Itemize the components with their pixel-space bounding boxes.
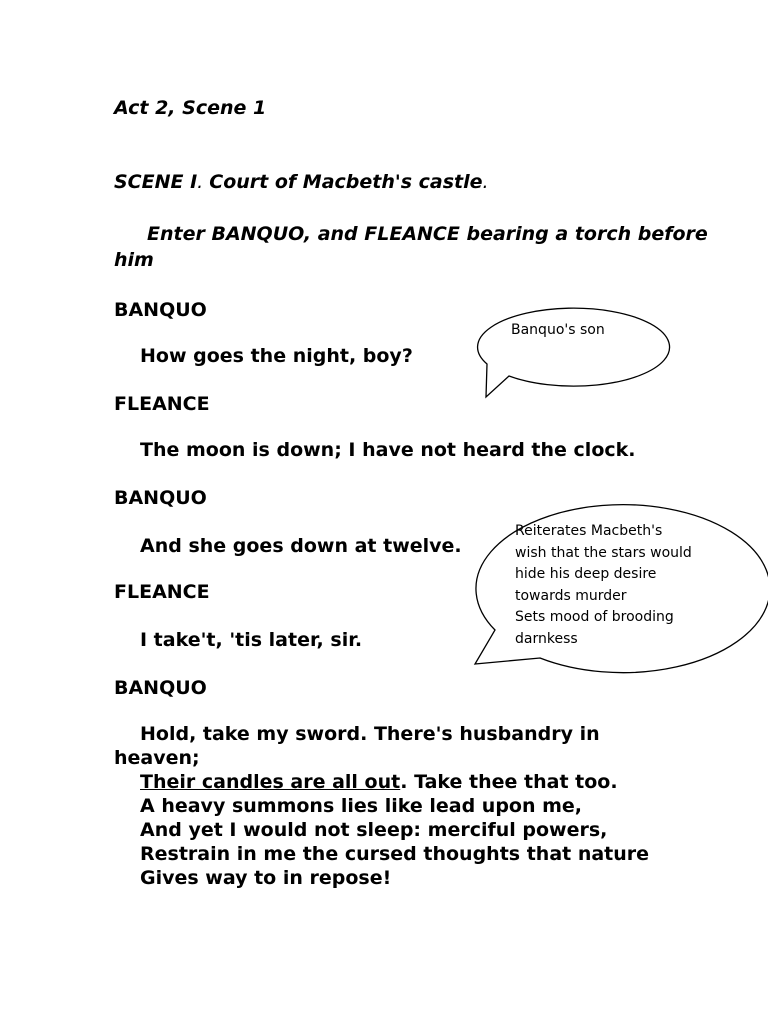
scene-period: . (482, 171, 489, 193)
note-2-line: Reiterates Macbeth's (515, 523, 663, 539)
speech-line-3-rest: . Take thee that too. (400, 771, 618, 793)
note-2-line: hide his deep desire (515, 566, 657, 582)
speaker-label: BANQUO (114, 299, 207, 321)
dialogue-line: I take't, 'tis later, sir. (140, 629, 363, 651)
speech-line-2: heaven; (114, 747, 200, 769)
underlined-phrase: Their candles are all out (140, 771, 401, 793)
scene-separator: . (197, 171, 210, 193)
note-2-line: towards murder (515, 587, 627, 604)
speaker-label: BANQUO (114, 487, 207, 509)
stage-direction-line-2: him (114, 249, 154, 271)
note-2-line: wish that the stars would (515, 544, 692, 561)
act-heading: Act 2, Scene 1 (114, 97, 267, 119)
speaker-label: FLEANCE (114, 581, 210, 603)
speech-line-1: Hold, take my sword. There's husbandry in (140, 723, 600, 745)
note-2 (515, 521, 692, 650)
stage-direction-line-1: Enter BANQUO, and FLEANCE bearing a torch before (147, 223, 708, 245)
note-1: Banquo's son (511, 322, 605, 338)
speech-line-6: Restrain in me the cursed thoughts that nature (140, 843, 650, 865)
scene-place: Court of Macbeth's castle (209, 171, 483, 193)
scene-prefix: SCENE I (114, 171, 198, 193)
speech-line-7: Gives way to in repose! (140, 867, 392, 889)
speaker-label: BANQUO (114, 677, 207, 699)
dialogue-line: The moon is down; I have not heard the clock. (140, 439, 636, 461)
dialogue-line: How goes the night, boy? (140, 345, 413, 367)
note-2-line: darnkess (515, 630, 578, 647)
speech-line-4: A heavy summons lies like lead upon me, (140, 795, 583, 817)
speaker-label: FLEANCE (114, 393, 210, 415)
speech-line-5: And yet I would not sleep: merciful powers, (140, 819, 608, 841)
note-2-line: Sets mood of brooding (515, 609, 674, 625)
dialogue-line: And she goes down at twelve. (140, 535, 462, 557)
